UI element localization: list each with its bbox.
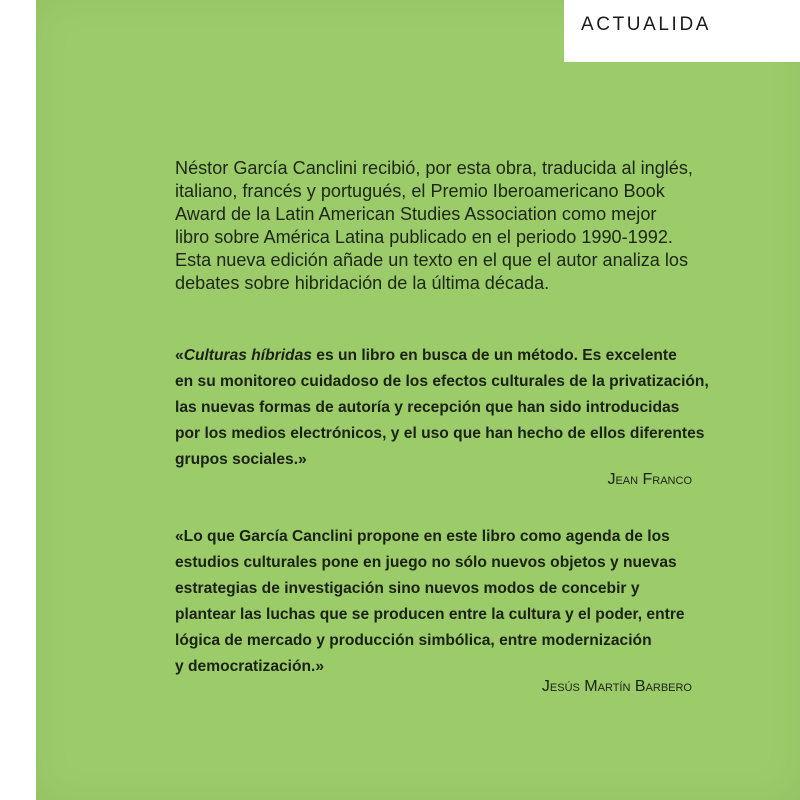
quote-line bbox=[175, 343, 715, 369]
intro-line: Néstor García Canclini recibió, por esta obra, traducida al inglés, bbox=[175, 158, 693, 178]
review-quote-franco bbox=[175, 343, 715, 473]
quote-line: lógica de mercado y producción simbólica, entre modernización bbox=[175, 632, 652, 649]
quote-author-franco: Jean Franco bbox=[607, 471, 692, 488]
quote-line: en su monitoreo cuidadoso de los efectos culturales de la privatización, bbox=[175, 373, 709, 390]
quote-line: «Lo que García Canclini propone en este libro como agenda de los bbox=[175, 528, 670, 545]
quote-author-barbero: Jesús Martín Barbero bbox=[541, 678, 692, 695]
intro-line: libro sobre América Latina publicado en el periodo 1990-1992. bbox=[175, 227, 673, 247]
quote-line-rest: es un libro en busca de un método. Es excelente bbox=[311, 347, 677, 364]
quote-line: y democratización.» bbox=[175, 658, 325, 675]
intro-paragraph bbox=[175, 157, 715, 295]
book-title: Culturas híbridas bbox=[183, 347, 312, 364]
quote-line: plantear las luchas que se producen entre la cultura y el poder, entre bbox=[175, 606, 685, 623]
quote-line: estrategias de investigación sino nuevos modos de concebir y bbox=[175, 580, 640, 597]
intro-line: Award de la Latin American Studies Association como mejor bbox=[175, 204, 657, 224]
quote-line: grupos sociales.» bbox=[175, 451, 307, 468]
quote-line: las nuevas formas de autoría y recepción que han sido introducidas bbox=[175, 399, 680, 416]
quote-line: por los medios electrónicos, y el uso que han hecho de ellos diferentes bbox=[175, 425, 705, 442]
review-quote-barbero bbox=[175, 524, 715, 680]
quote-open-mark: « bbox=[175, 347, 184, 364]
intro-line: italiano, francés y portugués, el Premio Iberoamericano Book bbox=[175, 181, 665, 201]
intro-line: debates sobre hibridación de la última década. bbox=[175, 273, 550, 293]
series-tag-label: ACTUALIDA bbox=[581, 14, 712, 35]
intro-line: Esta nueva edición añade un texto en el que el autor analiza los bbox=[175, 250, 689, 270]
quote-line: estudios culturales pone en juego no sólo nuevos objetos y nuevas bbox=[175, 554, 677, 571]
